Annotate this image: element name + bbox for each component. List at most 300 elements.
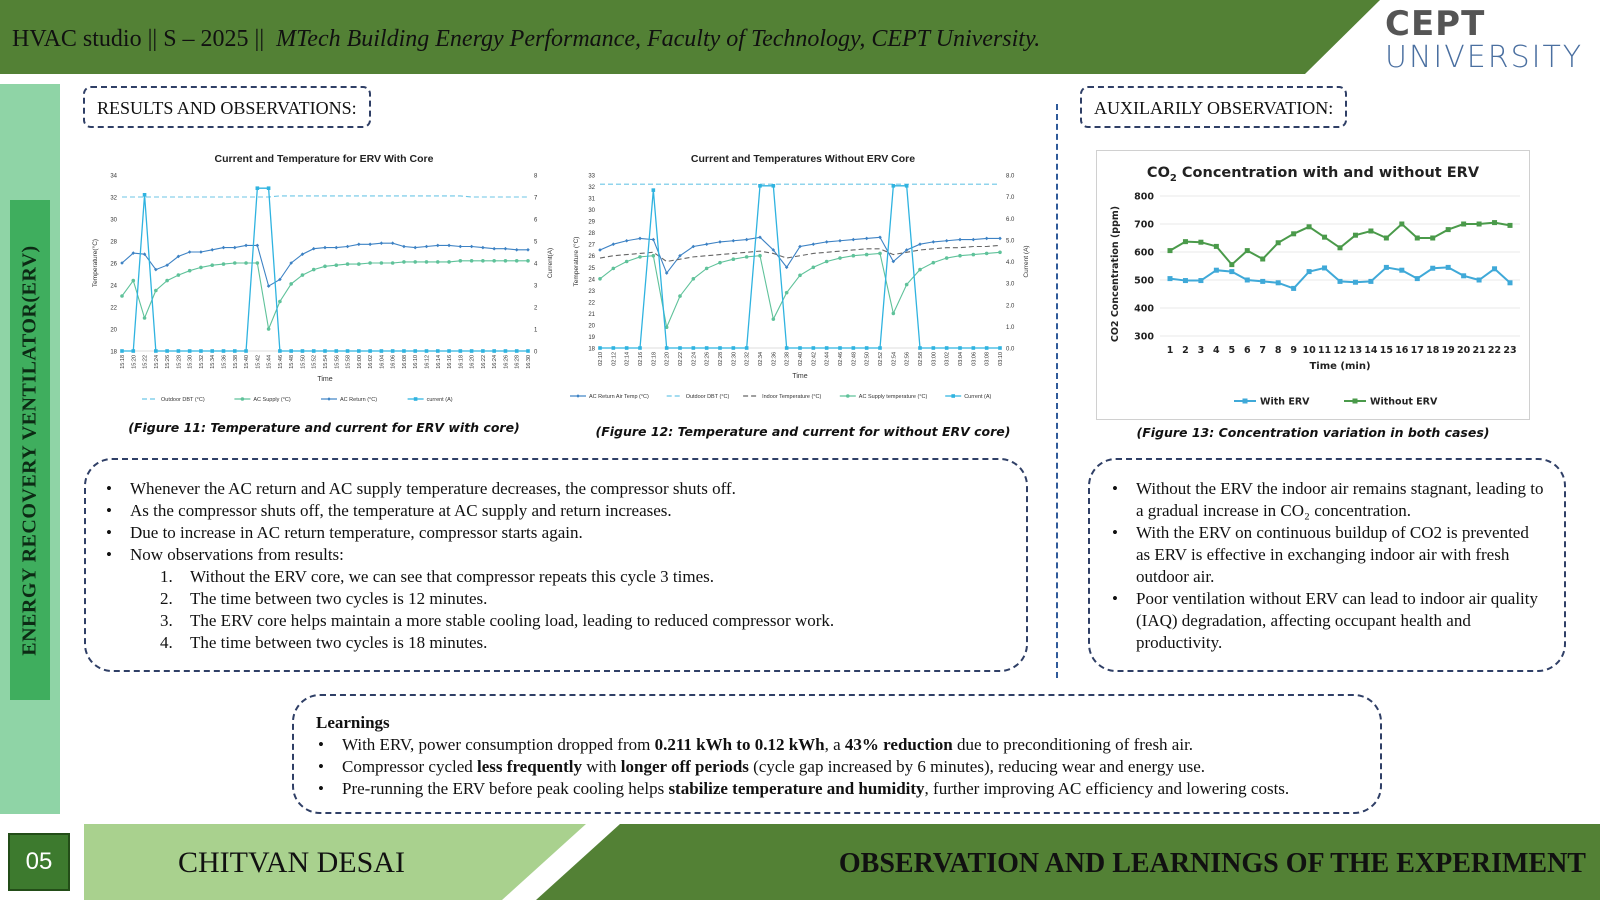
series-current-a-	[120, 186, 530, 352]
x-tick-label: 16:12	[424, 355, 431, 369]
data-point	[972, 346, 976, 350]
data-point	[865, 237, 869, 241]
x-tick-label: 02:22	[678, 352, 684, 366]
data-point	[1461, 273, 1466, 278]
legend-entry	[945, 394, 991, 400]
data-point	[945, 346, 949, 350]
data-point	[825, 240, 829, 244]
data-point	[1492, 220, 1497, 225]
x-tick-label: 16:28	[514, 355, 521, 369]
data-point	[1307, 269, 1312, 274]
data-point	[380, 241, 384, 245]
data-point	[625, 260, 629, 264]
chart-title: Current and Temperature for ERV With Core	[214, 153, 434, 165]
x-tick-label: 21	[1472, 345, 1486, 356]
data-point	[470, 349, 474, 353]
y-tick-label: 700	[1134, 219, 1154, 231]
data-point	[998, 346, 1002, 350]
y2-tick-label: 3.0	[1006, 281, 1015, 288]
data-point	[526, 259, 530, 263]
data-point	[1368, 279, 1373, 284]
data-point	[357, 349, 361, 353]
y-tick-label: 25	[588, 265, 595, 272]
legend-label: With ERV	[1260, 396, 1310, 408]
y2-tick-label: 2	[534, 305, 538, 312]
legend-entry	[234, 397, 291, 403]
data-point	[785, 346, 789, 350]
data-point	[256, 186, 260, 190]
data-point	[825, 346, 829, 350]
data-point	[233, 246, 237, 250]
data-point	[289, 349, 293, 353]
aux-bullet: • Without the ERV the indoor air remains stagnant, leading to a gradual increase in CO₂ concentration.	[1110, 478, 1544, 522]
data-point	[678, 294, 682, 298]
data-point	[758, 184, 762, 188]
data-point	[199, 250, 203, 254]
data-point	[972, 238, 976, 242]
y-tick-label: 20	[588, 323, 595, 330]
x-tick-label: 16:24	[492, 355, 499, 369]
data-point	[905, 283, 909, 287]
x-tick-label: 15:18	[120, 355, 126, 369]
data-point	[985, 237, 989, 241]
results-numbered-item: 2. The time between two cycles is 12 minutes.	[160, 589, 488, 608]
chart-co2	[1096, 150, 1530, 420]
series-current-a-	[598, 184, 1002, 350]
x-tick-label: 02:20	[664, 352, 671, 366]
data-point	[492, 349, 496, 353]
x-tick-label: 15:40	[244, 355, 251, 369]
data-point	[1508, 223, 1513, 228]
data-point	[334, 349, 338, 353]
data-point	[1399, 222, 1404, 227]
aux-bullets	[1110, 478, 1544, 654]
data-point	[745, 346, 749, 350]
data-point	[598, 346, 602, 350]
y2-tick-label: 0	[534, 349, 538, 356]
x-tick-label: 02:26	[704, 352, 711, 366]
x-tick-label: 16:06	[390, 355, 397, 369]
data-point	[188, 250, 192, 254]
y-tick-label: 20	[110, 327, 117, 334]
results-bullet: • Whenever the AC return and AC supply temperature decreases, the compressor shuts off.	[104, 478, 1008, 500]
x-tick-label: 13	[1348, 345, 1363, 356]
data-point	[1322, 235, 1327, 240]
logo-bottom-text: UNIVERSITY	[1385, 40, 1584, 75]
data-point	[1229, 269, 1234, 274]
sidebar-label	[10, 200, 50, 700]
legend-label: AC Return (°C)	[340, 397, 378, 403]
y2-tick-label: 8.0	[1006, 173, 1015, 180]
data-point	[892, 312, 896, 316]
x-tick-label: 02:46	[838, 352, 844, 366]
y-axis-label: CO2 Concentration (ppm)	[1110, 205, 1121, 343]
x-tick-label: 03:08	[984, 352, 991, 366]
data-point	[391, 349, 395, 353]
data-point	[323, 349, 327, 353]
data-point	[852, 238, 856, 242]
series-ac-supply-c-	[120, 259, 530, 331]
data-point	[1430, 266, 1435, 271]
data-point	[958, 346, 962, 350]
series-line	[600, 186, 1000, 348]
legend-label: Outdoor DBT (°C)	[685, 394, 730, 400]
legend-marker	[241, 397, 245, 401]
data-point	[459, 245, 463, 249]
x-tick-label: 02:14	[624, 352, 631, 366]
data-point	[825, 260, 829, 264]
data-point	[323, 265, 327, 269]
x-tick-label: 1	[1166, 345, 1174, 356]
series-ac-supply-temperature-c-	[598, 250, 1002, 329]
fig13-caption: (Figure 13: Concentration variation in both cases)	[1136, 425, 1490, 440]
data-point	[732, 257, 736, 261]
x-tick-label: 16:22	[480, 355, 487, 369]
data-point	[1291, 286, 1296, 291]
data-point	[380, 261, 384, 265]
x-tick-label: 16:10	[413, 355, 420, 369]
learnings-title: Learnings	[316, 713, 390, 732]
x-tick-label: 23	[1503, 345, 1517, 356]
x-tick-label: 15:22	[142, 355, 149, 369]
data-point	[492, 247, 496, 251]
author-name: CHITVAN DESAI	[178, 846, 405, 879]
data-point	[1168, 248, 1173, 253]
x-tick-label: 10	[1302, 345, 1316, 356]
x-tick-label: 6	[1243, 345, 1251, 356]
data-point	[838, 239, 842, 243]
legend-label: AC Return Air Temp (°C)	[589, 394, 649, 400]
data-point	[758, 254, 762, 258]
learnings-item: • Pre-running the ERV before peak cooling helps stabilize temperature and humidity, further improving AC efficiency and lowering costs.	[316, 778, 1358, 800]
chart-frame	[1097, 151, 1530, 420]
data-point	[812, 265, 816, 269]
y2-tick-label: 2.0	[1006, 303, 1015, 310]
data-point	[998, 250, 1002, 254]
x-tick-label: 16:00	[356, 355, 363, 369]
data-point	[1446, 265, 1451, 270]
data-point	[852, 346, 856, 350]
data-point	[346, 349, 350, 353]
data-point	[1183, 239, 1188, 244]
data-point	[732, 239, 736, 243]
y2-tick-label: 4.0	[1006, 260, 1015, 266]
x-tick-label: 02:16	[638, 352, 644, 366]
x-tick-label: 15:24	[153, 355, 160, 369]
data-point	[945, 239, 949, 243]
data-point	[278, 300, 282, 304]
data-point	[705, 267, 709, 271]
series-line	[122, 196, 528, 197]
data-point	[1430, 236, 1435, 241]
x-tick-label: 02:18	[651, 352, 658, 366]
chart-title: $CO_2$ Concentration with and without ERV	[1146, 165, 1480, 184]
data-point	[210, 248, 214, 252]
data-point	[143, 316, 147, 320]
x-tick-label: 02:32	[744, 352, 751, 366]
data-point	[638, 255, 642, 259]
series-line	[122, 261, 528, 329]
data-point	[492, 259, 496, 263]
data-point	[1214, 244, 1219, 249]
data-point	[1245, 278, 1250, 283]
results-bullets	[104, 478, 1008, 566]
data-point	[1415, 236, 1420, 241]
x-tick-label: 03:10	[998, 352, 1004, 366]
x-tick-label: 20	[1457, 345, 1471, 356]
x-tick-label: 3	[1197, 345, 1205, 356]
x-tick-label: 15:56	[334, 355, 341, 369]
x-tick-label: 12	[1333, 345, 1347, 356]
data-point	[972, 253, 976, 257]
x-tick-label: 02:50	[864, 352, 871, 366]
legend-entry	[667, 394, 730, 400]
data-point	[678, 346, 682, 350]
legend-entry	[840, 394, 928, 400]
x-tick-label: 03:06	[971, 352, 978, 366]
data-point	[278, 349, 282, 353]
y-tick-label: 28	[110, 239, 117, 246]
data-point	[852, 254, 856, 258]
x-tick-label: 02:42	[811, 352, 818, 366]
x-tick-label: 15:38	[232, 355, 239, 369]
results-numbered-item: 4. The time between two cycles is 18 minutes.	[160, 633, 488, 652]
x-tick-label: 5	[1228, 345, 1236, 356]
data-point	[177, 349, 181, 353]
x-tick-label: 15:32	[198, 355, 205, 369]
x-tick-label: 15:30	[187, 355, 194, 369]
y2-tick-label: 5	[534, 239, 538, 246]
x-tick-label: 15:54	[323, 355, 329, 369]
legend-label: Current (A)	[964, 394, 992, 400]
series-outdoor-dbt-c-	[122, 196, 528, 197]
data-point	[413, 246, 417, 250]
data-point	[598, 248, 602, 252]
data-point	[120, 294, 124, 298]
chart-erv-with-core	[84, 150, 564, 420]
data-point	[638, 237, 642, 241]
data-point	[233, 261, 237, 265]
y-tick-label: 400	[1134, 303, 1154, 315]
data-point	[692, 346, 696, 350]
x-tick-label: 15:58	[345, 355, 352, 369]
data-point	[918, 346, 922, 350]
data-point	[705, 346, 709, 350]
x-tick-label: 19	[1441, 345, 1455, 356]
data-point	[413, 260, 417, 264]
data-point	[301, 273, 305, 277]
data-point	[1384, 265, 1389, 270]
x-tick-label: 22	[1487, 345, 1502, 356]
data-point	[652, 238, 656, 242]
data-point	[1446, 227, 1451, 232]
legend-label: Outdoor DBT (°C)	[161, 397, 205, 403]
x-tick-label: 15:34	[210, 355, 217, 369]
data-point	[267, 186, 271, 190]
data-point	[1229, 262, 1234, 267]
data-point	[1307, 224, 1312, 229]
x-tick-label: 15:36	[221, 355, 228, 369]
x-tick-label: 02:24	[691, 352, 698, 366]
chart-without-erv-core-svg	[568, 150, 1038, 420]
aux-label: AUXILARILY OBSERVATION:	[1080, 86, 1347, 128]
data-point	[1399, 268, 1404, 273]
x-tick-label: 15:44	[266, 355, 273, 369]
y-tick-label: 30	[110, 217, 117, 224]
x-tick-label: 11	[1317, 345, 1332, 356]
data-point	[301, 349, 305, 353]
data-point	[612, 242, 616, 246]
x-tick-label: 15:52	[311, 355, 318, 369]
x-tick-label: 15	[1379, 345, 1393, 356]
data-point	[459, 259, 463, 263]
data-point	[380, 349, 384, 353]
y-tick-label: 500	[1134, 275, 1154, 287]
x-tick-label: 15:50	[300, 355, 307, 369]
logo-top-text: CEPT	[1385, 4, 1486, 44]
x-tick-label: 02:54	[891, 352, 898, 366]
x-tick-label: 16	[1395, 345, 1409, 356]
data-point	[718, 240, 722, 244]
x-tick-label: 16:18	[458, 355, 465, 369]
data-point	[732, 346, 736, 350]
y-tick-label: 22	[110, 305, 117, 312]
data-point	[515, 349, 519, 353]
legend-label: current (A)	[426, 397, 453, 403]
data-point	[1276, 240, 1281, 245]
x-tick-label: 16:16	[447, 355, 454, 369]
data-point	[425, 260, 429, 264]
data-point	[865, 346, 869, 350]
legend-entry	[743, 394, 821, 400]
data-point	[244, 244, 248, 248]
data-point	[436, 260, 440, 264]
x-axis-label: Time	[317, 376, 333, 383]
data-point	[334, 246, 338, 250]
y2-tick-label: 6.0	[1006, 216, 1015, 223]
data-point	[222, 349, 226, 353]
y-tick-label: 27	[588, 242, 595, 249]
data-point	[985, 252, 989, 256]
data-point	[1461, 222, 1466, 227]
data-point	[436, 349, 440, 353]
x-tick-label: 9	[1290, 345, 1297, 356]
x-tick-label: 15:46	[277, 355, 284, 369]
x-tick-label: 03:02	[944, 352, 951, 366]
chart-title: Current and Temperatures Without ERV Core	[690, 153, 916, 165]
x-axis-label: Time	[792, 373, 808, 380]
y-tick-label: 24	[588, 277, 595, 284]
data-point	[1260, 279, 1265, 284]
data-point	[598, 277, 602, 281]
fig12-caption: (Figure 12: Temperature and current for without ERV core)	[595, 424, 1011, 439]
data-point	[1198, 240, 1203, 245]
data-point	[878, 346, 882, 350]
legend-marker	[576, 394, 580, 398]
data-point	[838, 346, 842, 350]
data-point	[798, 346, 802, 350]
data-point	[323, 246, 327, 250]
x-tick-label: 15:28	[176, 355, 183, 369]
y-tick-label: 22	[588, 300, 595, 307]
data-point	[188, 269, 192, 273]
footer-title: OBSERVATION AND LEARNINGS OF THE EXPERIMENT	[838, 848, 1586, 879]
data-point	[1477, 278, 1482, 283]
data-point	[312, 349, 316, 353]
y2-tick-label: 8	[534, 173, 538, 180]
legend-entry	[570, 394, 649, 400]
sidebar-title: ENERGY RECOVERY VENTILATOR(ERV)	[18, 244, 41, 656]
y-tick-label: 26	[110, 261, 117, 268]
data-point	[436, 244, 440, 248]
data-point	[1276, 280, 1281, 285]
x-tick-label: 02:30	[731, 352, 738, 366]
data-point	[892, 184, 896, 188]
data-point	[1415, 276, 1420, 281]
data-point	[515, 259, 519, 263]
x-tick-label: 02:38	[784, 352, 791, 366]
x-tick-label: 02:28	[718, 352, 724, 366]
data-point	[785, 291, 789, 295]
x-tick-label: 02:34	[758, 352, 764, 366]
legend-marker	[951, 394, 955, 398]
legend-label: AC Supply temperature (°C)	[858, 394, 928, 400]
x-tick-label: 16:30	[526, 355, 532, 369]
x-tick-label: 02:48	[851, 352, 858, 366]
data-point	[812, 346, 816, 350]
data-point	[812, 242, 816, 246]
legend-marker	[327, 397, 331, 401]
data-point	[612, 346, 616, 350]
data-point	[346, 262, 350, 266]
legend-entry	[408, 397, 453, 403]
y-tick-label: 300	[1134, 331, 1154, 343]
data-point	[368, 349, 372, 353]
data-point	[1183, 278, 1188, 283]
data-point	[705, 242, 709, 246]
legend-marker	[846, 394, 850, 398]
learnings-bullets	[316, 734, 1358, 800]
data-point	[143, 193, 147, 197]
y-tick-label: 32	[588, 185, 595, 192]
header-title	[12, 26, 1040, 53]
y-tick-label: 600	[1134, 247, 1154, 259]
data-point	[612, 267, 616, 271]
y-axis-label: Temperature (°C)	[573, 236, 580, 287]
x-tick-label: 8	[1274, 345, 1282, 356]
y-tick-label: 34	[110, 173, 117, 180]
data-point	[918, 268, 922, 272]
data-point	[368, 261, 372, 265]
legend-marker	[1353, 399, 1358, 404]
x-tick-label: 16:26	[503, 355, 510, 369]
y2-tick-label: 1	[534, 327, 538, 334]
legend-entry	[321, 397, 377, 403]
data-point	[312, 268, 316, 272]
data-point	[1198, 278, 1203, 283]
x-tick-label: 16:14	[435, 355, 442, 369]
data-point	[131, 349, 135, 353]
data-point	[865, 253, 869, 257]
data-point	[391, 241, 395, 245]
header	[0, 0, 1600, 74]
data-point	[932, 346, 936, 350]
data-point	[718, 346, 722, 350]
y2-tick-label: 3	[534, 283, 538, 290]
x-tick-label: 7	[1259, 345, 1267, 356]
y-axis-label: Temperature(°C)	[92, 238, 99, 288]
learnings-item: • Compressor cycled less frequently with longer off periods (cycle gap increased by 6 minutes), reducing wear and energy use.	[316, 756, 1358, 778]
